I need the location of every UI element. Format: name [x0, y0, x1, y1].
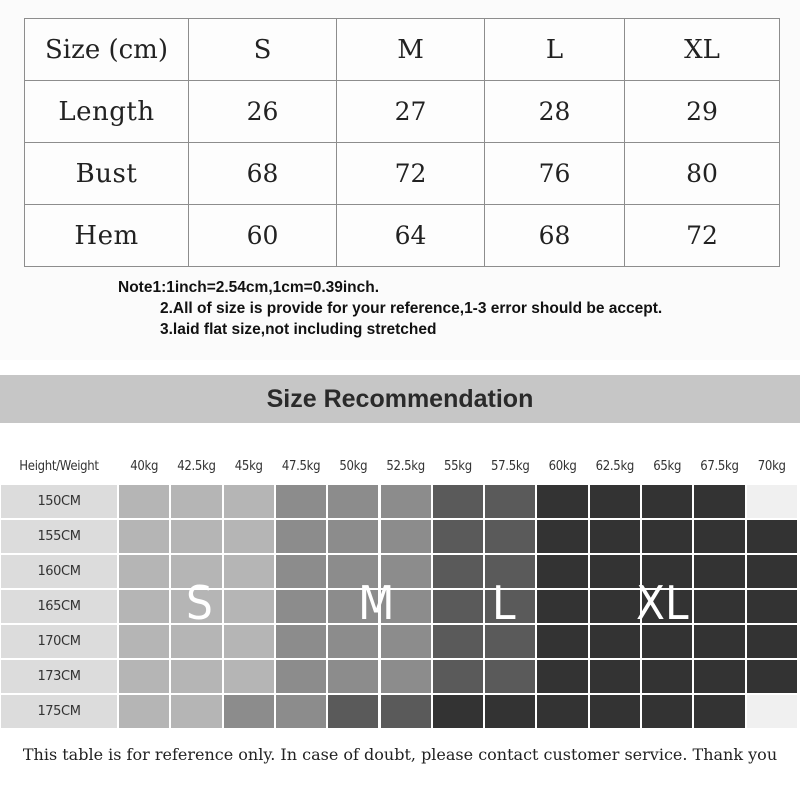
- grid-cell: [641, 694, 693, 729]
- grid-cell: [589, 519, 641, 554]
- table-cell: 26: [189, 81, 337, 143]
- grid-cell: [380, 519, 432, 554]
- weight-header: 57.5kg: [491, 458, 530, 474]
- grid-cell: [432, 554, 484, 589]
- grid-cell: [327, 519, 379, 554]
- grid-cell: [327, 659, 379, 694]
- grid-cell: [484, 519, 536, 554]
- grid-cell: [641, 659, 693, 694]
- grid-cell: [432, 659, 484, 694]
- size-header-m: M: [337, 19, 485, 81]
- grid-cell: [484, 694, 536, 729]
- table-cell: 68: [189, 143, 337, 205]
- grid-cell: [223, 589, 275, 624]
- weight-header: 45kg: [234, 458, 263, 474]
- grid-cell: [589, 484, 641, 519]
- grid-cell: [746, 554, 798, 589]
- size-zone-label-l: L: [492, 576, 516, 630]
- grid-cell: [118, 589, 170, 624]
- table-cell: 72: [625, 205, 780, 267]
- grid-cell: [693, 484, 745, 519]
- grid-cell: [589, 694, 641, 729]
- weight-header: 42.5kg: [177, 458, 216, 474]
- grid-cell: [118, 554, 170, 589]
- size-zone-label-m: M: [358, 576, 395, 630]
- grid-cell: [432, 484, 484, 519]
- size-zone-label-xl: XL: [636, 576, 689, 630]
- grid-cell: [589, 554, 641, 589]
- grid-cell: [432, 589, 484, 624]
- grid-cell: [693, 589, 745, 624]
- weight-header: 47.5kg: [281, 458, 321, 474]
- row-label-length: Length: [25, 81, 189, 143]
- grid-cell: [746, 624, 798, 659]
- grid-cell: [746, 694, 798, 729]
- grid-cell: [536, 659, 588, 694]
- grid-cell: [275, 659, 327, 694]
- grid-cell: [275, 624, 327, 659]
- grid-cell: [118, 484, 170, 519]
- grid-cell: [693, 659, 745, 694]
- grid-cell: [170, 659, 222, 694]
- size-recommendation-header: [0, 375, 800, 423]
- weight-header: 70kg: [757, 458, 786, 474]
- grid-cell: [118, 624, 170, 659]
- weight-header: 55kg: [444, 458, 472, 474]
- grid-cell: [432, 694, 484, 729]
- grid-cell: [536, 694, 588, 729]
- size-header-s: S: [189, 19, 337, 81]
- height-label: 173CM: [0, 659, 118, 694]
- grid-cell: [589, 659, 641, 694]
- size-header-xl: XL: [625, 19, 780, 81]
- grid-cell: [746, 484, 798, 519]
- size-chart-panel: [0, 0, 800, 360]
- grid-cell: [746, 589, 798, 624]
- height-label: 160CM: [0, 554, 118, 589]
- table-cell: 27: [337, 81, 485, 143]
- table-cell: 76: [485, 143, 625, 205]
- row-label-bust: Bust: [25, 143, 189, 205]
- grid-cell: [536, 624, 588, 659]
- grid-cell: [327, 484, 379, 519]
- table-cell: 28: [485, 81, 625, 143]
- grid-cell: [223, 694, 275, 729]
- table-cell: 60: [189, 205, 337, 267]
- grid-cell: [432, 519, 484, 554]
- note-2: 2.All of size is provide for your reference,1-3 error should be accept.: [160, 300, 663, 317]
- table-cell: 68: [485, 205, 625, 267]
- grid-cell: [118, 694, 170, 729]
- grid-cell: [589, 589, 641, 624]
- height-label: 155CM: [0, 519, 118, 554]
- table-cell: 80: [625, 143, 780, 205]
- size-table-row-length: [25, 81, 780, 143]
- size-table-row-bust: [25, 143, 780, 205]
- grid-cell: [432, 624, 484, 659]
- grid-cell: [536, 484, 588, 519]
- grid-cell: [693, 694, 745, 729]
- weight-header: 50kg: [339, 458, 368, 474]
- table-cell: 29: [625, 81, 780, 143]
- grid-cell: [746, 659, 798, 694]
- grid-cell: [170, 484, 222, 519]
- table-cell: 72: [337, 143, 485, 205]
- grid-cell: [484, 484, 536, 519]
- size-table: [24, 18, 780, 267]
- grid-cell: [693, 519, 745, 554]
- grid-cell: [327, 694, 379, 729]
- height-label: 150CM: [0, 484, 118, 519]
- size-zone-label-s: S: [186, 576, 213, 630]
- size-table-header-row: [25, 19, 780, 81]
- height-label: 175CM: [0, 694, 118, 729]
- weight-header: 52.5kg: [386, 458, 425, 474]
- height-label: 165CM: [0, 589, 118, 624]
- weight-header: 67.5kg: [700, 458, 739, 474]
- size-recommendation-grid: [0, 448, 800, 730]
- size-header-l: L: [485, 19, 625, 81]
- corner-label: Height/Weight: [19, 458, 99, 474]
- grid-cell: [589, 624, 641, 659]
- weight-header: 40kg: [130, 458, 159, 474]
- grid-cell: [641, 519, 693, 554]
- grid-cell: [223, 659, 275, 694]
- grid-cell: [693, 554, 745, 589]
- grid-cell: [536, 554, 588, 589]
- grid-cell: [641, 484, 693, 519]
- size-header-label: Size (cm): [25, 19, 189, 81]
- row-label-hem: Hem: [25, 205, 189, 267]
- reference-disclaimer: This table is for reference only. In case of doubt, please contact customer service. Thank you: [22, 745, 778, 764]
- grid-cell: [746, 519, 798, 554]
- grid-cell: [223, 484, 275, 519]
- grid-cell: [380, 484, 432, 519]
- grid-cell: [118, 519, 170, 554]
- grid-cell: [223, 554, 275, 589]
- grid-cell: [484, 659, 536, 694]
- weight-header: 62.5kg: [595, 458, 635, 474]
- grid-cell: [275, 484, 327, 519]
- grid-cell: [380, 659, 432, 694]
- grid-cell: [380, 694, 432, 729]
- grid-cell: [170, 519, 222, 554]
- size-recommendation-title: Size Recommendation: [266, 384, 534, 413]
- grid-cell: [170, 694, 222, 729]
- grid-cell: [118, 659, 170, 694]
- height-label: 170CM: [0, 624, 118, 659]
- grid-cell: [275, 519, 327, 554]
- grid-cell: [223, 519, 275, 554]
- grid-cell: [693, 624, 745, 659]
- grid-cell: [275, 694, 327, 729]
- table-cell: 64: [337, 205, 485, 267]
- grid-cell: [275, 589, 327, 624]
- grid-cell: [536, 589, 588, 624]
- grid-cell: [223, 624, 275, 659]
- weight-header: 65kg: [653, 458, 682, 474]
- size-table-row-hem: [25, 205, 780, 267]
- note-1: Note1:1inch=2.54cm,1cm=0.39inch.: [118, 279, 380, 296]
- grid-cell: [275, 554, 327, 589]
- weight-header: 60kg: [548, 458, 577, 474]
- note-3: 3.laid flat size,not including stretched: [160, 321, 437, 338]
- grid-cell: [536, 519, 588, 554]
